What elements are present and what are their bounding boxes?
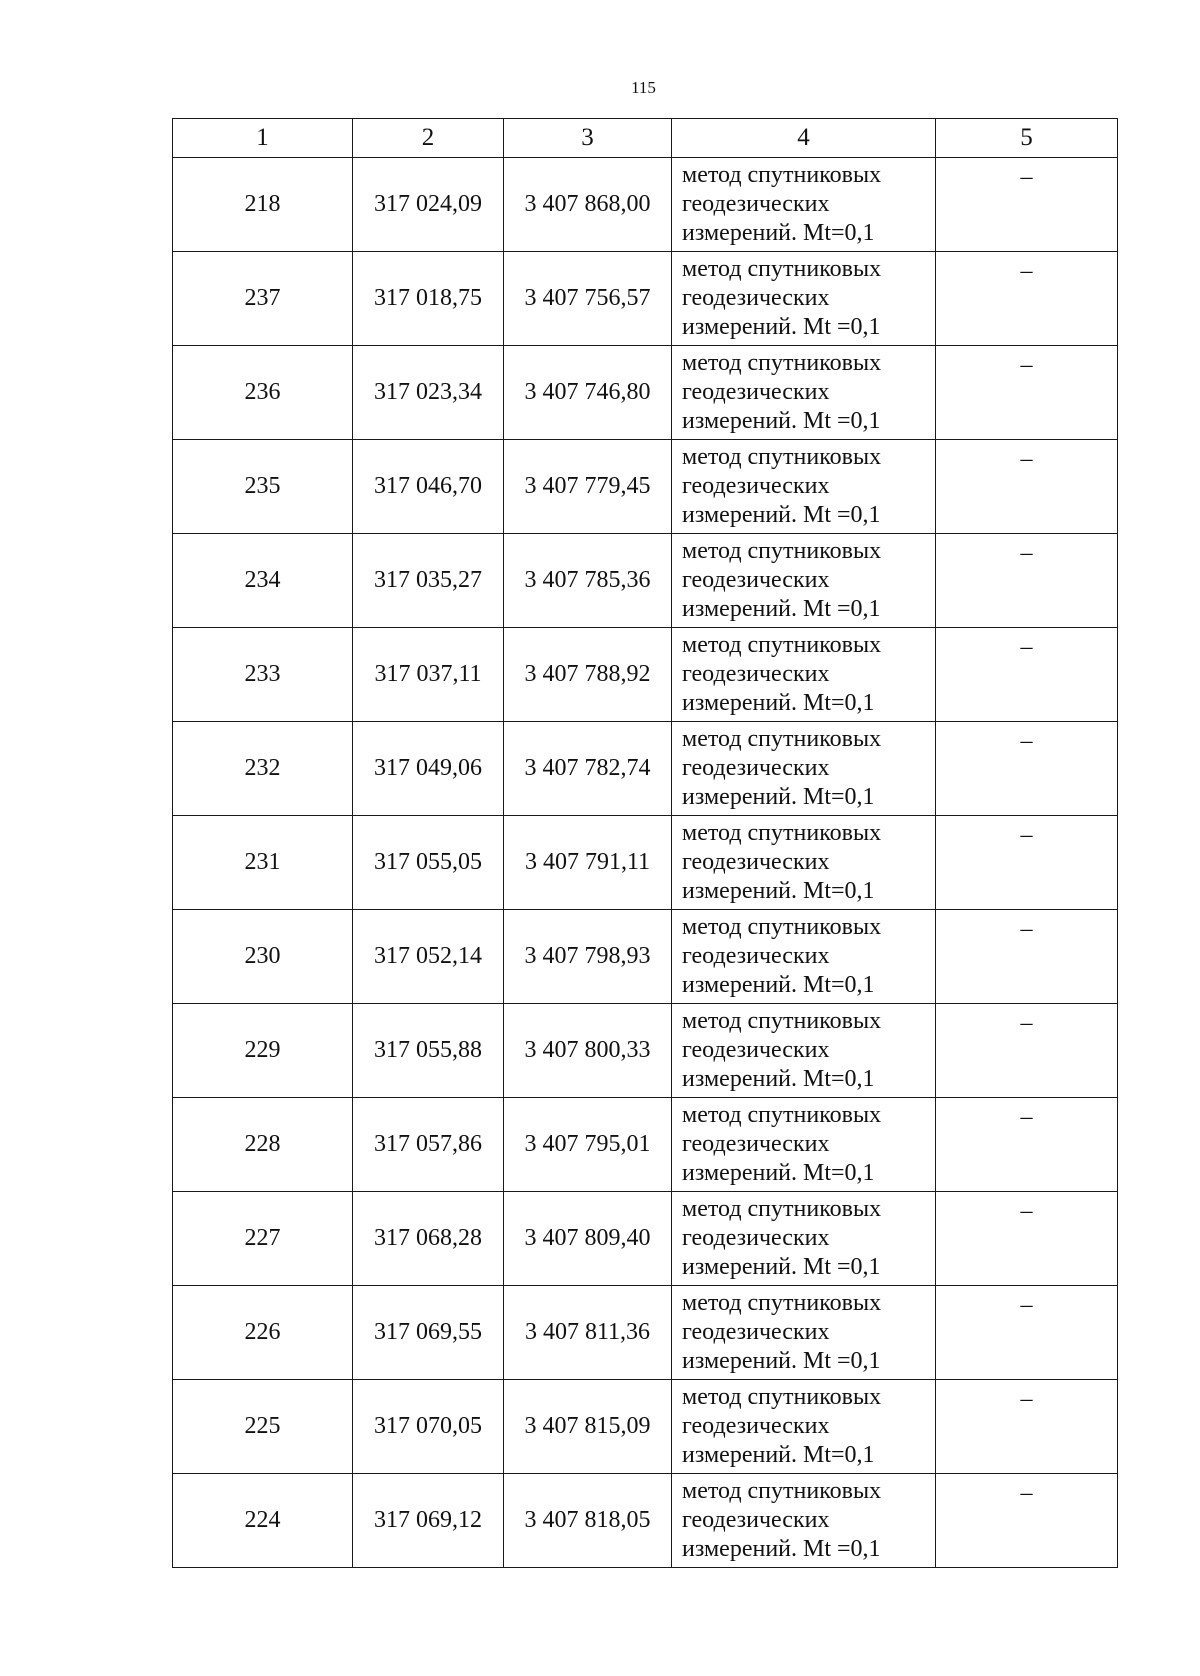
header-col-5: 5 (936, 119, 1118, 158)
note-cell: – (936, 1474, 1118, 1568)
method-line: измерений. Mt=0,1 (682, 878, 875, 904)
method-cell (672, 1474, 936, 1568)
coordinates-table (172, 118, 1118, 1568)
table-body (173, 158, 1118, 1568)
x-coordinate-cell: 317 035,27 (353, 534, 504, 628)
note-cell: – (936, 346, 1118, 440)
method-line: геодезических (682, 1225, 830, 1251)
method-line: геодезических (682, 943, 830, 969)
method-cell (672, 1192, 936, 1286)
table-row (173, 534, 1118, 628)
method-line: метод спутниковых (682, 1290, 882, 1316)
table-row (173, 158, 1118, 252)
method-line: измерений. Mt=0,1 (682, 1442, 875, 1468)
x-coordinate-cell: 317 052,14 (353, 910, 504, 1004)
y-coordinate-cell: 3 407 785,36 (504, 534, 672, 628)
y-coordinate-cell: 3 407 868,00 (504, 158, 672, 252)
method-line: геодезических (682, 849, 830, 875)
point-number-cell: 237 (173, 252, 353, 346)
note-cell: – (936, 1098, 1118, 1192)
method-line: метод спутниковых (682, 444, 882, 470)
method-line: измерений. Mt=0,1 (682, 1066, 875, 1092)
method-line: метод спутниковых (682, 632, 882, 658)
point-number-cell: 233 (173, 628, 353, 722)
method-cell (672, 1098, 936, 1192)
table-row (173, 910, 1118, 1004)
method-line: измерений. Mt =0,1 (682, 408, 881, 434)
method-line: измерений. Mt =0,1 (682, 314, 881, 340)
note-cell: – (936, 158, 1118, 252)
y-coordinate-cell: 3 407 791,11 (504, 816, 672, 910)
x-coordinate-cell: 317 024,09 (353, 158, 504, 252)
table-row (173, 1474, 1118, 1568)
y-coordinate-cell: 3 407 782,74 (504, 722, 672, 816)
method-line: метод спутниковых (682, 256, 882, 282)
point-number-cell: 226 (173, 1286, 353, 1380)
point-number-cell: 227 (173, 1192, 353, 1286)
point-number-cell: 218 (173, 158, 353, 252)
method-cell (672, 1380, 936, 1474)
x-coordinate-cell: 317 049,06 (353, 722, 504, 816)
method-line: геодезических (682, 1507, 830, 1533)
method-cell (672, 534, 936, 628)
y-coordinate-cell: 3 407 788,92 (504, 628, 672, 722)
y-coordinate-cell: 3 407 818,05 (504, 1474, 672, 1568)
method-line: геодезических (682, 379, 830, 405)
method-line: измерений. Mt=0,1 (682, 1160, 875, 1186)
y-coordinate-cell: 3 407 746,80 (504, 346, 672, 440)
note-cell: – (936, 722, 1118, 816)
table-row (173, 1286, 1118, 1380)
x-coordinate-cell: 317 023,34 (353, 346, 504, 440)
x-coordinate-cell: 317 055,88 (353, 1004, 504, 1098)
y-coordinate-cell: 3 407 815,09 (504, 1380, 672, 1474)
method-line: геодезических (682, 1037, 830, 1063)
method-line: измерений. Mt=0,1 (682, 972, 875, 998)
table-row (173, 1004, 1118, 1098)
y-coordinate-cell: 3 407 756,57 (504, 252, 672, 346)
method-cell (672, 1004, 936, 1098)
method-cell (672, 816, 936, 910)
x-coordinate-cell: 317 068,28 (353, 1192, 504, 1286)
x-coordinate-cell: 317 018,75 (353, 252, 504, 346)
method-line: измерений. Mt =0,1 (682, 502, 881, 528)
table-row (173, 1380, 1118, 1474)
note-cell: – (936, 1192, 1118, 1286)
point-number-cell: 232 (173, 722, 353, 816)
y-coordinate-cell: 3 407 809,40 (504, 1192, 672, 1286)
method-cell (672, 440, 936, 534)
note-cell: – (936, 1004, 1118, 1098)
method-line: метод спутниковых (682, 820, 882, 846)
header-col-3: 3 (504, 119, 672, 158)
x-coordinate-cell: 317 069,55 (353, 1286, 504, 1380)
method-cell (672, 910, 936, 1004)
table-row (173, 1192, 1118, 1286)
method-line: измерений. Mt =0,1 (682, 1348, 881, 1374)
table-row (173, 628, 1118, 722)
x-coordinate-cell: 317 037,11 (353, 628, 504, 722)
point-number-cell: 236 (173, 346, 353, 440)
y-coordinate-cell: 3 407 798,93 (504, 910, 672, 1004)
method-line: геодезических (682, 191, 830, 217)
method-line: геодезических (682, 567, 830, 593)
table-row (173, 1098, 1118, 1192)
note-cell: – (936, 440, 1118, 534)
point-number-cell: 225 (173, 1380, 353, 1474)
method-line: измерений. Mt =0,1 (682, 1536, 881, 1562)
method-line: метод спутниковых (682, 914, 882, 940)
method-line: геодезических (682, 661, 830, 687)
point-number-cell: 224 (173, 1474, 353, 1568)
x-coordinate-cell: 317 055,05 (353, 816, 504, 910)
header-col-1: 1 (173, 119, 353, 158)
note-cell: – (936, 1286, 1118, 1380)
table-row (173, 346, 1118, 440)
x-coordinate-cell: 317 057,86 (353, 1098, 504, 1192)
header-col-2: 2 (353, 119, 504, 158)
method-line: измерений. Mt=0,1 (682, 220, 875, 246)
method-line: геодезических (682, 755, 830, 781)
note-cell: – (936, 816, 1118, 910)
note-cell: – (936, 252, 1118, 346)
method-cell (672, 158, 936, 252)
method-line: метод спутниковых (682, 726, 882, 752)
method-line: метод спутниковых (682, 1008, 882, 1034)
y-coordinate-cell: 3 407 795,01 (504, 1098, 672, 1192)
x-coordinate-cell: 317 046,70 (353, 440, 504, 534)
method-line: метод спутниковых (682, 162, 882, 188)
note-cell: – (936, 534, 1118, 628)
table-row (173, 722, 1118, 816)
method-line: измерений. Mt=0,1 (682, 784, 875, 810)
method-line: метод спутниковых (682, 1384, 882, 1410)
method-line: метод спутниковых (682, 350, 882, 376)
method-line: геодезических (682, 1319, 830, 1345)
method-line: метод спутниковых (682, 1102, 882, 1128)
note-cell: – (936, 1380, 1118, 1474)
y-coordinate-cell: 3 407 800,33 (504, 1004, 672, 1098)
method-line: геодезических (682, 1413, 830, 1439)
method-cell (672, 1286, 936, 1380)
method-cell (672, 346, 936, 440)
table-header (173, 119, 1118, 158)
point-number-cell: 234 (173, 534, 353, 628)
point-number-cell: 230 (173, 910, 353, 1004)
method-line: метод спутниковых (682, 1478, 882, 1504)
table-row (173, 440, 1118, 534)
point-number-cell: 229 (173, 1004, 353, 1098)
x-coordinate-cell: 317 069,12 (353, 1474, 504, 1568)
method-cell (672, 252, 936, 346)
note-cell: – (936, 910, 1118, 1004)
note-cell: – (936, 628, 1118, 722)
header-col-4: 4 (672, 119, 936, 158)
method-line: метод спутниковых (682, 538, 882, 564)
method-line: геодезических (682, 473, 830, 499)
point-number-cell: 231 (173, 816, 353, 910)
header-row (173, 119, 1118, 158)
method-line: геодезических (682, 1131, 830, 1157)
x-coordinate-cell: 317 070,05 (353, 1380, 504, 1474)
point-number-cell: 228 (173, 1098, 353, 1192)
page-number: 115 (631, 78, 656, 97)
method-line: измерений. Mt =0,1 (682, 1254, 881, 1280)
method-cell (672, 722, 936, 816)
method-line: измерений. Mt =0,1 (682, 596, 881, 622)
method-line: измерений. Mt=0,1 (682, 690, 875, 716)
table-row (173, 816, 1118, 910)
y-coordinate-cell: 3 407 811,36 (504, 1286, 672, 1380)
table-row (173, 252, 1118, 346)
point-number-cell: 235 (173, 440, 353, 534)
method-line: геодезических (682, 285, 830, 311)
method-cell (672, 628, 936, 722)
method-line: метод спутниковых (682, 1196, 882, 1222)
y-coordinate-cell: 3 407 779,45 (504, 440, 672, 534)
